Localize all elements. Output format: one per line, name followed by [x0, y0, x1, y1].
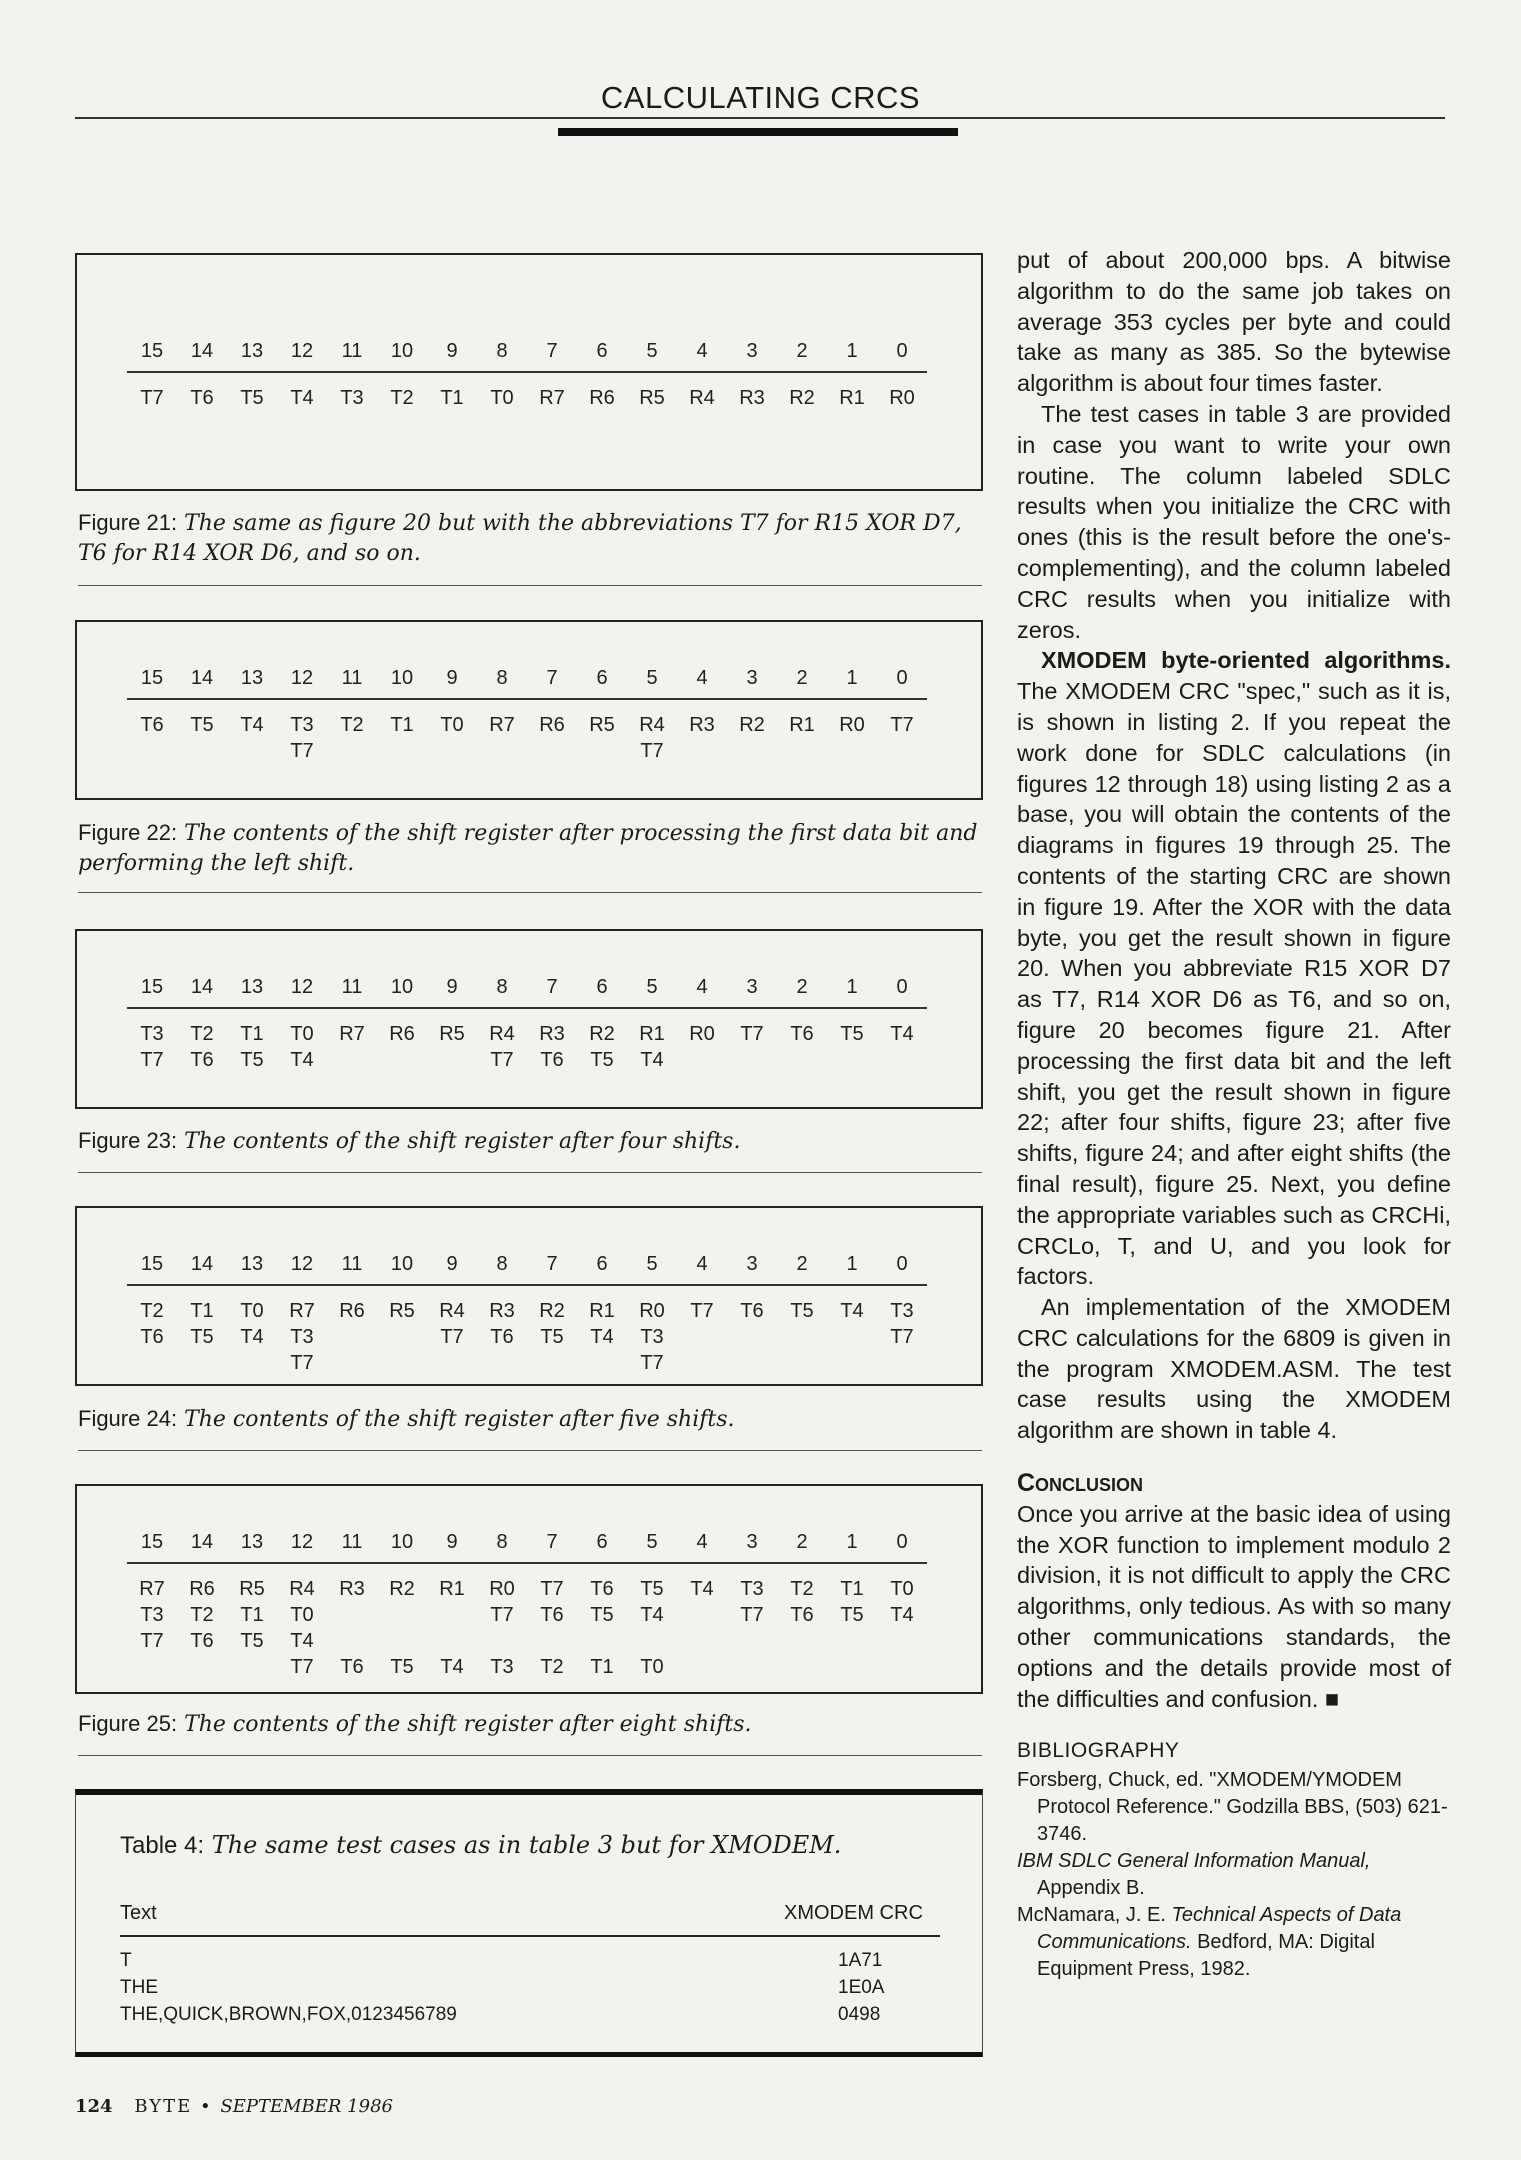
register-cell: T5	[840, 1023, 864, 1045]
register-cell: R3	[489, 1300, 515, 1322]
register-cell: R1	[789, 714, 815, 736]
register-cell: T5	[240, 1630, 264, 1652]
register-cell: T3	[140, 1023, 164, 1045]
register-cell: T7	[890, 1326, 914, 1348]
bit-number: 15	[140, 976, 164, 998]
bit-number: 8	[496, 1253, 508, 1275]
register-row	[127, 1602, 927, 1628]
bit-number: 11	[341, 1253, 363, 1275]
body-paragraph: An implementation of the XMODEM CRC calculations for the 6809 is given in the program XMODEM.ASM. The test case results using the XMODEM algorithm are shown in table 4.	[1017, 1294, 1451, 1444]
bit-number: 12	[290, 340, 314, 362]
register-cell: R5	[239, 1578, 265, 1600]
bit-number: 7	[546, 1531, 558, 1553]
table-row-text: T	[120, 1950, 132, 1971]
issue-month: SEPTEMBER 1986	[220, 2096, 393, 2117]
register-row	[127, 1628, 927, 1654]
bit-number: 1	[846, 340, 858, 362]
table-row-crc: 1E0A	[838, 1977, 885, 1998]
register-cell: R2	[789, 387, 815, 409]
bit-number: 4	[696, 976, 708, 998]
bit-number: 13	[240, 340, 264, 362]
bit-number: 10	[390, 1531, 414, 1553]
register-cell: T5	[590, 1604, 614, 1626]
bit-number: 9	[446, 340, 458, 362]
register-cell: T6	[190, 1049, 214, 1071]
bit-number: 15	[140, 1253, 164, 1275]
register-cell: T4	[890, 1604, 914, 1626]
bit-number: 2	[796, 1531, 808, 1553]
register-cell: T6	[490, 1326, 514, 1348]
register-cell: T4	[890, 1023, 914, 1045]
bibliography-entry	[1017, 1848, 1451, 1902]
bit-number: 9	[446, 1253, 458, 1275]
bit-number: 7	[546, 976, 558, 998]
register-cell: R0	[489, 1578, 515, 1600]
figure-label: Figure 25:	[78, 1711, 178, 1736]
register-cell: T7	[490, 1049, 514, 1071]
register-cell: T6	[540, 1604, 564, 1626]
figure-caption-text: The contents of the shift register after processing the first data bit and performing the left shift.	[78, 821, 978, 876]
register-cell: T4	[690, 1578, 714, 1600]
bit-number: 10	[390, 976, 414, 998]
register-cell: R7	[139, 1578, 165, 1600]
register-cell: R6	[539, 714, 565, 736]
bib-title: Technical Aspects of Data Communications.	[1037, 1904, 1402, 1954]
register-cell: T2	[190, 1604, 214, 1626]
bit-number: 8	[496, 976, 508, 998]
table-row-crc: 0498	[838, 2004, 881, 2025]
bit-number-row	[127, 1524, 927, 1560]
header-title: CALCULATING CRCS	[600, 80, 921, 115]
column-header-crc: XMODEM CRC	[784, 1902, 923, 1924]
bit-number: 6	[596, 976, 608, 998]
register-cell: T7	[290, 740, 314, 762]
register-row	[127, 1324, 927, 1350]
figure-label: Figure 21:	[78, 510, 178, 535]
register-cell: R2	[389, 1578, 415, 1600]
bit-number: 10	[390, 1253, 414, 1275]
register-cell: R7	[489, 714, 515, 736]
register-cell: R5	[389, 1300, 415, 1322]
bib-title: IBM SDLC General Information Manual,	[1017, 1850, 1371, 1873]
register-cell: T1	[190, 1300, 214, 1322]
page-footer	[75, 2096, 393, 2117]
register-rule	[127, 371, 927, 373]
figure-23-box	[75, 929, 983, 1109]
register-cell: T6	[740, 1300, 764, 1322]
column-header-text: Text	[120, 1902, 157, 1924]
header-bar	[558, 128, 958, 136]
bit-number: 6	[596, 340, 608, 362]
table-4	[75, 1789, 983, 2057]
register-cell: T7	[740, 1604, 764, 1626]
bit-number: 12	[290, 1253, 314, 1275]
run-in-heading: XMODEM byte-oriented algorithms.	[1041, 647, 1451, 674]
register-cell: T7	[540, 1578, 564, 1600]
register-row	[127, 385, 927, 411]
register-cell: T4	[290, 1049, 314, 1071]
bit-number: 8	[496, 1531, 508, 1553]
register-cell: T3	[890, 1300, 914, 1322]
bit-number: 0	[896, 667, 908, 689]
figure-25-caption	[78, 1709, 978, 1740]
register-cell: R6	[389, 1023, 415, 1045]
register-cell: T5	[540, 1326, 564, 1348]
register-cell: R6	[189, 1578, 215, 1600]
body-paragraph	[1017, 1499, 1451, 1715]
register-cell: T7	[140, 387, 164, 409]
register-cell: R5	[439, 1023, 465, 1045]
caption-rule	[78, 1755, 982, 1756]
register-row	[127, 712, 927, 738]
figure-22-caption	[78, 818, 978, 879]
figure-21-box	[75, 253, 983, 491]
footer-separator: •	[200, 2096, 213, 2117]
register-cell: T3	[340, 387, 364, 409]
bit-number: 15	[140, 340, 164, 362]
bit-number: 12	[290, 1531, 314, 1553]
register-cell: T5	[640, 1578, 664, 1600]
register-cell: R3	[739, 387, 765, 409]
paragraph-text: The XMODEM CRC "spec," such as it is, is shown in listing 2. If you repeat the work done for SDLC calculations (in figures 12 through 18) using listing 2 as a base, you will obtain the contents of the diagrams in figures 19 through 25. The contents of the starting CRC are shown in figure 19. After the XOR with the data byte, you get the result shown in figure 20. When you abbreviate R15 XOR D7 as T7, R14 XOR D6 as T6, and so on, figure 20 becomes figure 21. After processing the first data bit and the left shift, you get the result shown in figure 22; after four shifts, figure 23; after five shifts, figure 24; and after eight shifts (the final result), figure 25. Next, you define the appropriate variables such as CRCHi, CRCLo, T, and U, and you look for factors.	[1017, 678, 1451, 1290]
bit-number: 4	[696, 340, 708, 362]
register-cell: R7	[539, 387, 565, 409]
register-cell: T6	[540, 1049, 564, 1071]
figure-caption-text: The contents of the shift register after five shifts.	[184, 1407, 735, 1432]
bit-number: 1	[846, 667, 858, 689]
bit-number: 6	[596, 667, 608, 689]
bib-rest: Bedford, MA: Digital Equipment Press, 1982.	[1037, 1931, 1375, 1981]
register-cell: R1	[439, 1578, 465, 1600]
section-heading: Conclusion	[1017, 1469, 1144, 1498]
bibliography-entry	[1017, 1902, 1451, 1983]
figure-label: Figure 22:	[78, 820, 178, 845]
bit-number: 5	[646, 976, 658, 998]
register-cell: R3	[339, 1578, 365, 1600]
table-header-rule	[120, 1935, 940, 1937]
bib-rest: Appendix B.	[1037, 1877, 1145, 1900]
register-cell: T6	[140, 1326, 164, 1348]
bit-number: 11	[341, 340, 363, 362]
register-row	[127, 1350, 927, 1376]
bit-number: 13	[240, 1253, 264, 1275]
figure-23-caption	[78, 1126, 978, 1157]
caption-rule	[78, 892, 982, 893]
bit-number: 9	[446, 667, 458, 689]
register-cell: R6	[589, 387, 615, 409]
table-caption-text: The same test cases as in table 3 but for XMODEM.	[211, 1831, 842, 1859]
register-cell: T4	[440, 1656, 464, 1678]
bit-number: 0	[896, 340, 908, 362]
bit-number: 12	[290, 976, 314, 998]
bit-number-row	[127, 1246, 927, 1282]
register-cell: R4	[289, 1578, 315, 1600]
register-rule	[127, 698, 927, 700]
register-cell: T7	[890, 714, 914, 736]
register-cell: T1	[240, 1604, 264, 1626]
register-cell: T3	[640, 1326, 664, 1348]
bit-number: 14	[190, 1253, 214, 1275]
register-cell: T7	[740, 1023, 764, 1045]
register-cell: T7	[690, 1300, 714, 1322]
bit-number: 3	[746, 1531, 758, 1553]
register-cell: R4	[689, 387, 715, 409]
figure-24-box	[75, 1206, 983, 1386]
register-cell: T6	[790, 1604, 814, 1626]
register-cell: R1	[589, 1300, 615, 1322]
register-cell: T2	[140, 1300, 164, 1322]
bit-number: 9	[446, 1531, 458, 1553]
bit-number: 11	[341, 976, 363, 998]
body-paragraph: put of about 200,000 bps. A bitwise algorithm to do the same job takes on average 353 cycles per byte and could take as many as 385. So the bytewise algorithm is about four times faster.	[1017, 247, 1451, 397]
register-cell: T0	[490, 387, 514, 409]
bit-number: 4	[696, 1531, 708, 1553]
bit-number: 14	[190, 976, 214, 998]
caption-rule	[78, 1172, 982, 1173]
bit-number: 6	[596, 1531, 608, 1553]
figure-caption-text: The same as figure 20 but with the abbreviations T7 for R15 XOR D7, T6 for R14 XOR D6, and so on.	[78, 511, 962, 566]
bit-number: 2	[796, 340, 808, 362]
bit-number: 12	[290, 667, 314, 689]
register-cell: T6	[340, 1656, 364, 1678]
register-cell: R4	[439, 1300, 465, 1322]
register-cell: T1	[590, 1656, 614, 1678]
register-cell: T4	[290, 387, 314, 409]
bit-number: 10	[390, 667, 414, 689]
bit-number: 11	[341, 667, 363, 689]
caption-rule	[78, 585, 982, 586]
register-row	[127, 738, 927, 764]
end-mark: ■	[1324, 1685, 1340, 1712]
bit-number: 5	[646, 340, 658, 362]
bit-number: 6	[596, 1253, 608, 1275]
register-cell: T7	[140, 1630, 164, 1652]
bit-number: 5	[646, 667, 658, 689]
register-cell: T0	[440, 714, 464, 736]
register-cell: T4	[290, 1630, 314, 1652]
register-cell: T4	[840, 1300, 864, 1322]
paragraph-text: Once you arrive at the basic idea of using the XOR function to implement modulo 2 division, it is not difficult to apply the CRC algorithms, only tedious. As with so many other communications standards, the options and the details provide most of the difficulties and confusion.	[1017, 1500, 1451, 1712]
figure-24-caption	[78, 1404, 978, 1435]
register-cell: T6	[140, 714, 164, 736]
bit-number: 0	[896, 1253, 908, 1275]
register-cell: R4	[639, 714, 665, 736]
register-cell: T7	[290, 1656, 314, 1678]
register-cell: T2	[190, 1023, 214, 1045]
bit-number: 3	[746, 667, 758, 689]
register-cell: R0	[889, 387, 915, 409]
register-cell: T5	[390, 1656, 414, 1678]
bit-number: 1	[846, 1531, 858, 1553]
bit-number: 7	[546, 1253, 558, 1275]
register-cell: T7	[640, 1352, 664, 1374]
bit-number: 4	[696, 1253, 708, 1275]
bit-number: 0	[896, 976, 908, 998]
bit-number: 14	[190, 667, 214, 689]
register-cell: T6	[190, 387, 214, 409]
bit-number: 11	[341, 1531, 363, 1553]
register-cell: T5	[840, 1604, 864, 1626]
register-cell: T3	[490, 1656, 514, 1678]
register-cell: T2	[340, 714, 364, 736]
bit-number: 7	[546, 667, 558, 689]
register-cell: T0	[890, 1578, 914, 1600]
register-cell: T2	[790, 1578, 814, 1600]
bit-number: 0	[896, 1531, 908, 1553]
bit-number: 10	[390, 340, 414, 362]
register-row	[127, 1047, 927, 1073]
header-rule	[75, 117, 1445, 119]
bit-number: 3	[746, 976, 758, 998]
register-cell: R7	[339, 1023, 365, 1045]
bit-number: 2	[796, 667, 808, 689]
register-cell: T3	[140, 1604, 164, 1626]
table-row-text: THE,QUICK,BROWN,FOX,0123456789	[120, 2004, 457, 2025]
register-row	[127, 1576, 927, 1602]
register-cell: T0	[640, 1656, 664, 1678]
register-rule	[127, 1007, 927, 1009]
table-row-text: THE	[120, 1977, 158, 1998]
bit-number: 4	[696, 667, 708, 689]
figure-caption-text: The contents of the shift register after four shifts.	[184, 1129, 741, 1154]
register-cell: T1	[390, 714, 414, 736]
caption-rule	[78, 1450, 982, 1451]
register-cell: T3	[290, 714, 314, 736]
bit-number: 13	[240, 1531, 264, 1553]
figure-25-box	[75, 1484, 983, 1694]
register-cell: T4	[240, 1326, 264, 1348]
bit-number-row	[127, 660, 927, 696]
bit-number: 3	[746, 340, 758, 362]
bit-number: 5	[646, 1531, 658, 1553]
bit-number: 7	[546, 340, 558, 362]
bit-number: 9	[446, 976, 458, 998]
register-cell: R5	[639, 387, 665, 409]
register-cell: R3	[539, 1023, 565, 1045]
bit-number-row	[127, 333, 927, 369]
magazine-name: BYTE	[134, 2096, 193, 2117]
register-cell: R1	[639, 1023, 665, 1045]
register-cell: R0	[839, 714, 865, 736]
figure-label: Figure 23:	[78, 1128, 178, 1153]
bit-number: 14	[190, 340, 214, 362]
bit-number: 3	[746, 1253, 758, 1275]
register-cell: T7	[640, 740, 664, 762]
register-cell: R7	[289, 1300, 315, 1322]
bit-number: 15	[140, 1531, 164, 1553]
register-cell: R5	[589, 714, 615, 736]
body-paragraph	[1017, 645, 1451, 1292]
bit-number: 2	[796, 1253, 808, 1275]
bit-number: 8	[496, 667, 508, 689]
figure-21-caption	[78, 508, 978, 569]
bit-number: 13	[240, 667, 264, 689]
register-cell: T6	[590, 1578, 614, 1600]
bit-number: 2	[796, 976, 808, 998]
register-cell: T5	[790, 1300, 814, 1322]
bib-author: McNamara, J. E.	[1017, 1904, 1166, 1927]
table-4-title	[120, 1831, 841, 1860]
register-cell: T1	[440, 387, 464, 409]
bit-number: 15	[140, 667, 164, 689]
register-cell: R0	[689, 1023, 715, 1045]
page-number: 124	[75, 2096, 113, 2117]
figure-caption-text: The contents of the shift register after eight shifts.	[184, 1712, 752, 1737]
figure-label: Figure 24:	[78, 1406, 178, 1431]
register-cell: T2	[390, 387, 414, 409]
bit-number: 1	[846, 976, 858, 998]
register-cell: R0	[639, 1300, 665, 1322]
register-cell: R2	[589, 1023, 615, 1045]
bit-number: 13	[240, 976, 264, 998]
register-rule	[127, 1562, 927, 1564]
register-cell: T1	[240, 1023, 264, 1045]
bibliography-heading: BIBLIOGRAPHY	[1017, 1739, 1180, 1763]
register-cell: T4	[640, 1604, 664, 1626]
register-cell: R6	[339, 1300, 365, 1322]
register-cell: T0	[290, 1604, 314, 1626]
register-cell: T4	[590, 1326, 614, 1348]
register-cell: T5	[190, 714, 214, 736]
bit-number-row	[127, 969, 927, 1005]
register-cell: R3	[689, 714, 715, 736]
register-cell: T0	[240, 1300, 264, 1322]
table-row-crc: 1A71	[838, 1950, 883, 1971]
register-row	[127, 1021, 927, 1047]
figure-22-box	[75, 620, 983, 800]
bit-number: 14	[190, 1531, 214, 1553]
bibliography-entry: Forsberg, Chuck, ed. "XMODEM/YMODEM Protocol Reference." Godzilla BBS, (503) 621-3746.	[1017, 1769, 1448, 1846]
register-cell: T5	[240, 387, 264, 409]
register-cell: T7	[290, 1352, 314, 1374]
body-paragraph: The test cases in table 3 are provided in case you want to write your own routine. The column labeled SDLC results when you initialize the CRC with ones (this is the result before the one's-complementing), and the column labeled CRC results when you initialize with zeros.	[1017, 400, 1451, 643]
register-cell: T7	[440, 1326, 464, 1348]
register-cell: T6	[790, 1023, 814, 1045]
body-column	[1017, 245, 1451, 1983]
register-cell: T3	[290, 1326, 314, 1348]
bit-number: 5	[646, 1253, 658, 1275]
register-cell: T7	[140, 1049, 164, 1071]
bit-number: 8	[496, 340, 508, 362]
register-cell: T5	[190, 1326, 214, 1348]
register-rule	[127, 1284, 927, 1286]
register-cell: R2	[539, 1300, 565, 1322]
register-cell: R1	[839, 387, 865, 409]
register-row	[127, 1298, 927, 1324]
register-cell: T5	[590, 1049, 614, 1071]
register-cell: R4	[489, 1023, 515, 1045]
register-cell: T5	[240, 1049, 264, 1071]
table-label: Table 4:	[120, 1832, 205, 1859]
register-cell: T1	[840, 1578, 864, 1600]
register-cell: R2	[739, 714, 765, 736]
register-row	[127, 1654, 927, 1680]
register-cell: T2	[540, 1656, 564, 1678]
register-cell: T7	[490, 1604, 514, 1626]
register-cell: T3	[740, 1578, 764, 1600]
register-cell: T4	[240, 714, 264, 736]
register-cell: T6	[190, 1630, 214, 1652]
register-cell: T0	[290, 1023, 314, 1045]
register-cell: T4	[640, 1049, 664, 1071]
bit-number: 1	[846, 1253, 858, 1275]
